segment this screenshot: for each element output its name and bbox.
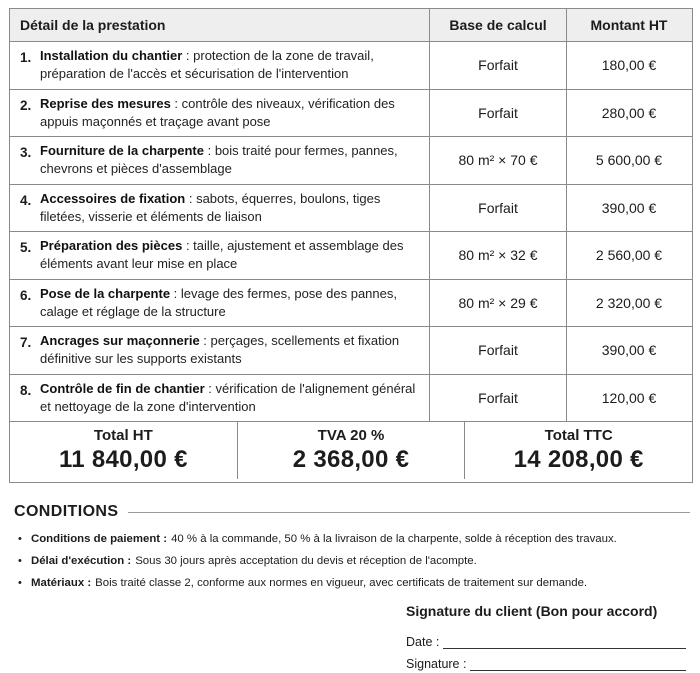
item-detail: : protection de la zone de travail, préparation de l'accès et sécurisation de l'intervention bbox=[40, 48, 374, 82]
row-basis: Forfait bbox=[429, 375, 566, 422]
row-basis: Forfait bbox=[429, 90, 566, 137]
item-title: Fourniture de la charpente bbox=[40, 143, 204, 159]
header-basis: Base de calcul bbox=[429, 9, 566, 41]
row-basis: Forfait bbox=[429, 42, 566, 89]
bullet-icon: • bbox=[18, 577, 22, 589]
condition-item bbox=[18, 550, 688, 572]
item-detail: : levage des fermes, pose des pannes, calage et réglage de la structure bbox=[40, 285, 397, 319]
condition-text: 40 % à la commande, 50 % à la livraison de la charpente, solde à réception des travaux. bbox=[171, 533, 617, 545]
item-title: Préparation des pièces bbox=[40, 238, 183, 254]
condition-text: Bois traité classe 2, conforme aux normes en vigueur, avec certificats de traitement sur demande. bbox=[95, 577, 588, 589]
item-title: Ancrages sur maçonnerie bbox=[40, 333, 200, 349]
row-basis: Forfait bbox=[429, 327, 566, 374]
item-text bbox=[40, 142, 421, 178]
item-title: Reprise des mesures bbox=[40, 95, 171, 111]
item-text bbox=[40, 332, 421, 368]
item-text bbox=[40, 285, 421, 321]
row-description bbox=[10, 232, 429, 279]
table-row bbox=[10, 90, 692, 138]
table-row bbox=[10, 280, 692, 328]
item-text bbox=[40, 95, 421, 131]
item-text bbox=[40, 190, 421, 226]
conditions-list bbox=[18, 528, 688, 594]
item-title: Accessoires de fixation bbox=[40, 190, 186, 206]
header-amount: Montant HT bbox=[566, 9, 691, 41]
item-number: 1. bbox=[20, 50, 32, 65]
row-basis: 80 m² × 32 € bbox=[429, 232, 566, 279]
bullet-icon: • bbox=[18, 555, 22, 567]
row-description bbox=[10, 137, 429, 184]
condition-key: Matériaux : bbox=[31, 577, 92, 589]
row-amount: 5 600,00 € bbox=[566, 137, 691, 184]
total-ttc-label: Total TTC bbox=[544, 427, 613, 444]
bullet-icon: • bbox=[18, 533, 22, 545]
total-tva-label: TVA 20 % bbox=[317, 427, 385, 444]
date-line bbox=[406, 627, 686, 649]
conditions-title: CONDITIONS bbox=[14, 503, 119, 520]
item-detail: : vérification de l'alignement général et nettoyage de la zone d'intervention bbox=[40, 380, 416, 414]
row-amount: 280,00 € bbox=[566, 90, 691, 137]
item-text bbox=[40, 380, 421, 416]
row-description bbox=[10, 280, 429, 327]
row-amount: 180,00 € bbox=[566, 42, 691, 89]
signature-block bbox=[406, 603, 686, 671]
quote-table bbox=[9, 8, 693, 483]
row-amount: 390,00 € bbox=[566, 327, 691, 374]
date-field[interactable] bbox=[443, 637, 686, 649]
row-amount: 120,00 € bbox=[566, 375, 691, 422]
signature-label: Signature : bbox=[406, 657, 467, 671]
item-detail: : bois traité pour fermes, pannes, chevrons et pièces d'assemblage bbox=[40, 143, 398, 177]
row-basis: 80 m² × 29 € bbox=[429, 280, 566, 327]
row-amount: 2 560,00 € bbox=[566, 232, 691, 279]
row-description bbox=[10, 185, 429, 232]
condition-content bbox=[31, 528, 617, 550]
conditions-header bbox=[14, 503, 690, 521]
total-tva-value: 2 368,00 € bbox=[292, 446, 410, 473]
condition-item bbox=[18, 528, 688, 550]
item-detail: : sabots, équerres, boulons, tiges filetées, visserie et éléments de liaison bbox=[40, 190, 381, 224]
condition-item bbox=[18, 572, 688, 594]
item-text bbox=[40, 237, 421, 273]
signature-line bbox=[406, 649, 686, 671]
signature-field[interactable] bbox=[470, 659, 686, 671]
signature-title: Signature du client (Bon pour accord) bbox=[406, 603, 658, 619]
item-title: Contrôle de fin de chantier bbox=[40, 380, 205, 396]
total-ht-value: 11 840,00 € bbox=[58, 446, 188, 473]
row-amount: 390,00 € bbox=[566, 185, 691, 232]
total-tva bbox=[237, 422, 465, 479]
item-detail: : taille, ajustement et assemblage des éléments avant leur mise en place bbox=[40, 238, 404, 272]
table-row bbox=[10, 42, 692, 90]
item-number: 7. bbox=[20, 335, 32, 350]
item-title: Pose de la charpente bbox=[40, 285, 171, 301]
row-amount: 2 320,00 € bbox=[566, 280, 691, 327]
row-basis: 80 m² × 70 € bbox=[429, 137, 566, 184]
table-header bbox=[10, 9, 692, 42]
item-number: 5. bbox=[20, 240, 32, 255]
table-row bbox=[10, 327, 692, 375]
total-ht-label: Total HT bbox=[93, 427, 153, 444]
item-number: 6. bbox=[20, 287, 32, 303]
condition-content bbox=[31, 550, 477, 572]
table-body bbox=[10, 42, 692, 422]
condition-key: Délai d'exécution : bbox=[31, 555, 132, 567]
totals-row bbox=[10, 422, 692, 479]
total-ttc-value: 14 208,00 € bbox=[513, 446, 644, 473]
row-description bbox=[10, 90, 429, 137]
item-number: 8. bbox=[20, 382, 32, 398]
row-description bbox=[10, 327, 429, 374]
table-row bbox=[10, 185, 692, 233]
item-number: 3. bbox=[20, 145, 32, 160]
item-detail: : perçages, scellements et fixation définitive sur les supports existants bbox=[40, 333, 400, 367]
item-title: Installation du chantier bbox=[40, 48, 183, 64]
conditions-divider bbox=[128, 512, 690, 513]
row-description bbox=[10, 375, 429, 422]
condition-content bbox=[31, 572, 587, 594]
condition-text: Sous 30 jours après acceptation du devis et réception de l'acompte. bbox=[135, 555, 477, 567]
table-row bbox=[10, 232, 692, 280]
row-description bbox=[10, 42, 429, 89]
row-basis: Forfait bbox=[429, 185, 566, 232]
table-row bbox=[10, 137, 692, 185]
header-description: Détail de la prestation bbox=[20, 17, 166, 33]
table-row bbox=[10, 375, 692, 423]
item-text bbox=[40, 47, 421, 83]
item-detail: : contrôle des niveaux, vérification des appuis maçonnés et traçage avant pose bbox=[40, 95, 395, 129]
item-number: 2. bbox=[20, 97, 32, 113]
date-label: Date : bbox=[406, 635, 440, 649]
item-number: 4. bbox=[20, 192, 32, 208]
total-ttc bbox=[464, 422, 692, 479]
total-ht bbox=[10, 422, 237, 479]
condition-key: Conditions de paiement : bbox=[31, 533, 168, 545]
